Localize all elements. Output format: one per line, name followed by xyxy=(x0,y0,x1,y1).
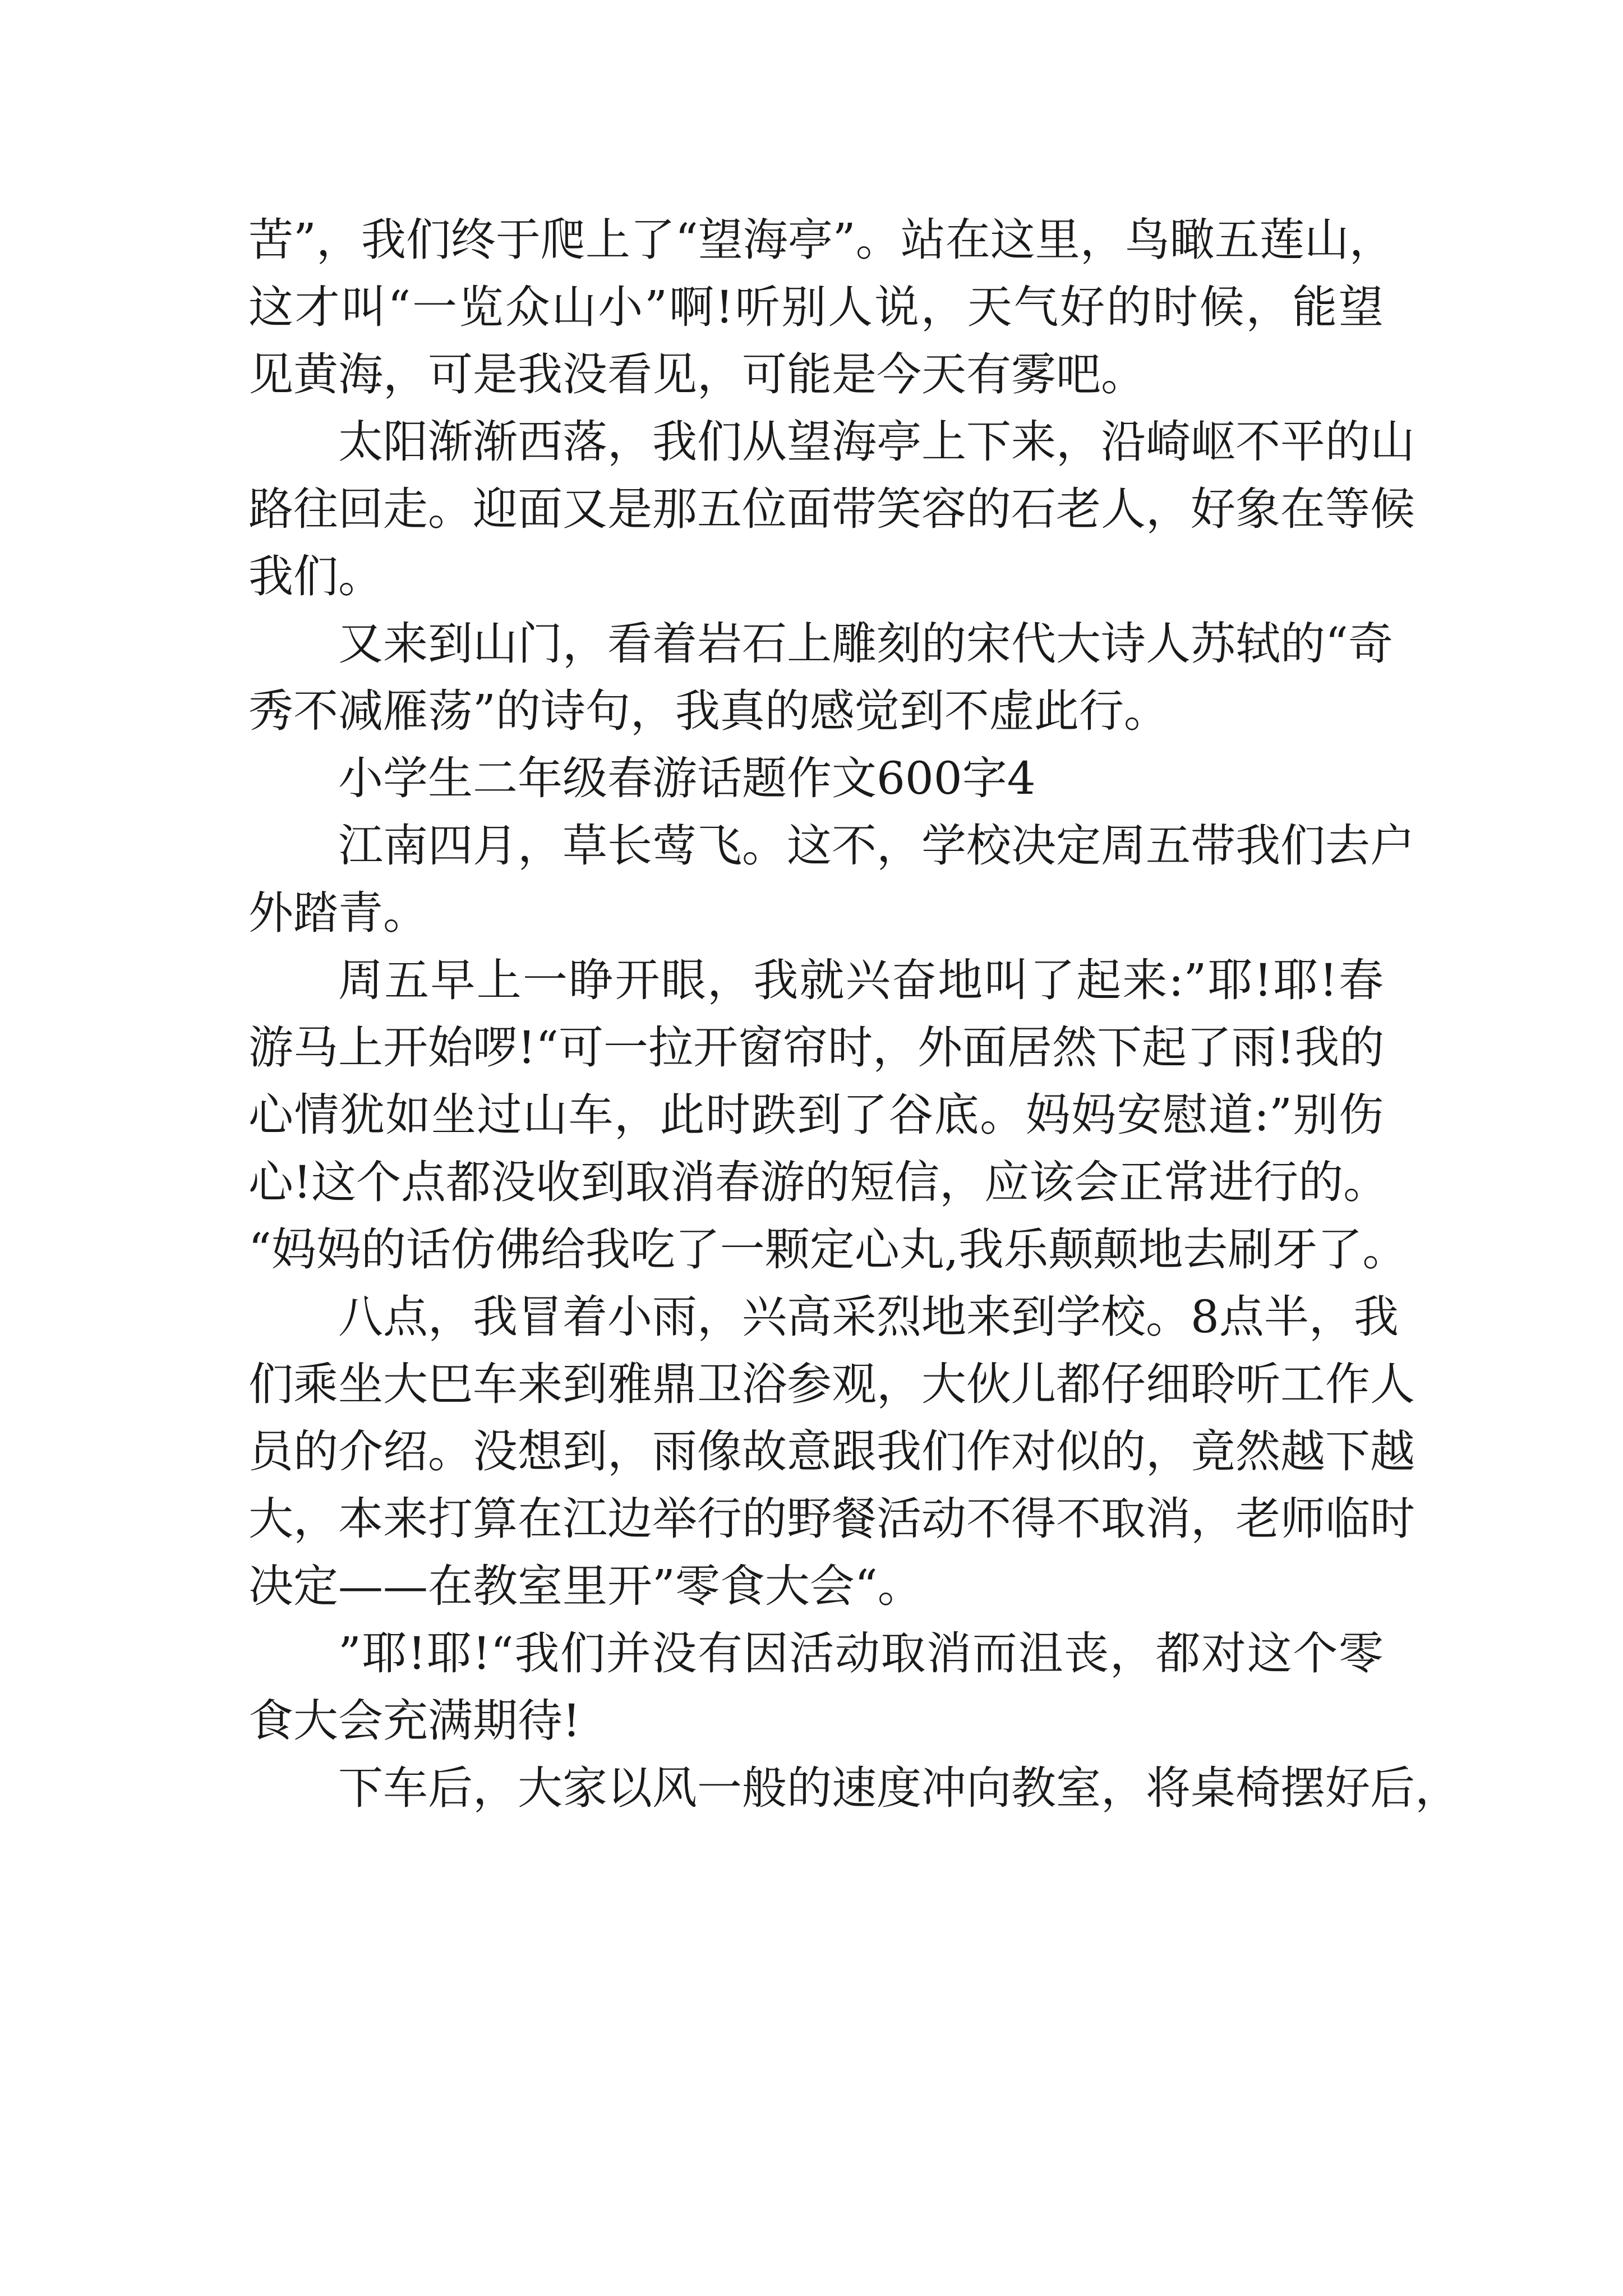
paragraph-first-line: 太阳渐渐西落，我们从望海亭上下来，沿崎岖不平的山 xyxy=(338,416,1415,468)
document-body xyxy=(248,206,1460,1822)
text-line: 见黄海，可是我没看见，可能是今天有雾吧。 xyxy=(248,348,1146,401)
text-line: 心情犹如坐过山车，此时跌到了谷底。妈妈安慰道:”别伤 xyxy=(248,1089,1384,1141)
text-line: 这才叫“一览众山小”啊!听别人说，天气好的时候，能望 xyxy=(248,281,1384,333)
text-line: 外踏青。 xyxy=(248,887,428,939)
text-line: 我们。 xyxy=(248,550,383,602)
text-line: 心!这个点都没收到取消春游的短信，应该会正常进行的。 xyxy=(248,1156,1389,1208)
paragraph-first-line: 周五早上一睁开眼，我就兴奋地叫了起来:”耶!耶!春 xyxy=(338,954,1384,1006)
text-line: 决定——在教室里开”零食大会“。 xyxy=(248,1560,923,1612)
text-line: “妈妈的话仿佛给我吃了一颗定心丸,我乐颠颠地去刷牙了。 xyxy=(248,1223,1408,1276)
text-line: 食大会充满期待! xyxy=(248,1695,581,1747)
paragraph-first-line: ”耶!耶!“我们并没有因活动取消而沮丧，都对这个零 xyxy=(338,1627,1384,1680)
text-line: 苦”，我们终于爬上了“望海亭”。站在这里，鸟瞰五莲山， xyxy=(248,214,1394,266)
text-line: 大，本来打算在江边举行的野餐活动不得不取消，老师临时 xyxy=(248,1493,1415,1545)
paragraph-first-line: 下车后，大家以风一般的速度冲向教室，将桌椅摆好后， xyxy=(338,1762,1460,1814)
text-line: 路往回走。迎面又是那五位面带笑容的石老人，好象在等候 xyxy=(248,483,1415,535)
paragraph-first-line: 江南四月，草长莺飞。这不，学校决定周五带我们去户 xyxy=(338,820,1415,872)
paragraph-first-line: 又来到山门，看着岩石上雕刻的宋代大诗人苏轼的“奇 xyxy=(338,618,1393,670)
text-line: 秀不减雁荡”的诗句，我真的感觉到不虚此行。 xyxy=(248,685,1169,737)
text-line: 游马上开始啰!“可一拉开窗帘时，外面居然下起了雨!我的 xyxy=(248,1022,1385,1074)
paragraph-first-line: 八点，我冒着小雨，兴高采烈地来到学校。8点半，我 xyxy=(338,1291,1399,1343)
text-line: 们乘坐大巴车来到雅鼎卫浴参观，大伙儿都仔细聆听工作人 xyxy=(248,1358,1415,1410)
section-heading: 小学生二年级春游话题作文600字4 xyxy=(338,752,1036,804)
text-line: 员的介绍。没想到，雨像故意跟我们作对似的，竟然越下越 xyxy=(248,1425,1415,1478)
